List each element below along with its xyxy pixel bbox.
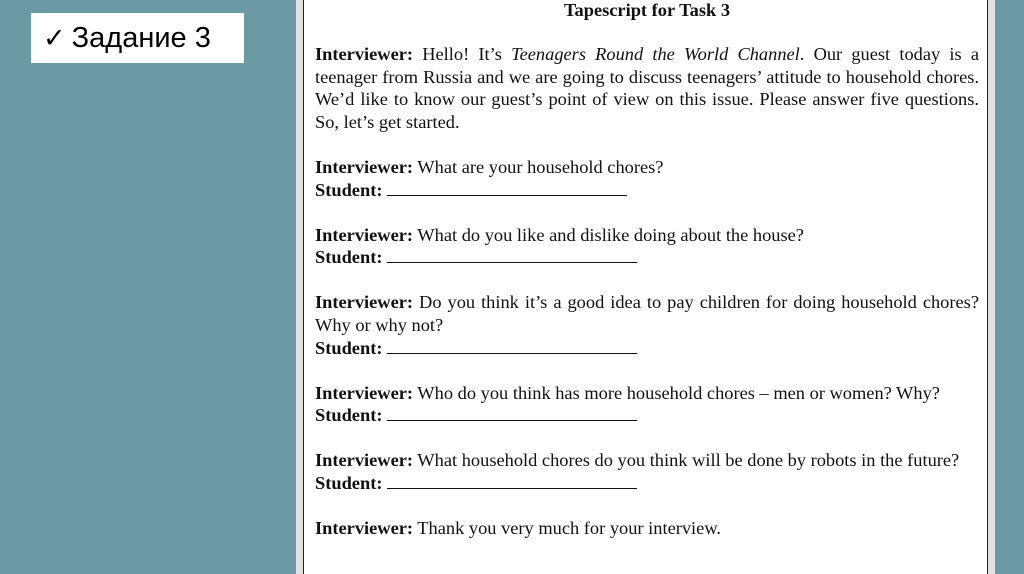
answer-blank (387, 179, 627, 196)
speaker-label: Interviewer: (315, 450, 414, 471)
right-divider (988, 0, 995, 574)
channel-name: Teenagers Round the World Channel (511, 43, 800, 64)
left-divider (296, 0, 303, 574)
speaker-label: Interviewer: (315, 156, 414, 177)
answer-blank (387, 472, 637, 489)
speaker-label: Interviewer: (315, 517, 414, 538)
answer-2 (315, 246, 979, 269)
student-label: Student: (315, 405, 383, 426)
speaker-label: Interviewer: (315, 43, 414, 64)
intro-paragraph: Interviewer: Hello! It’s Teenagers Round the World Channel. Our guest today is a teenager from Russia and we are going to discuss teenagers’ attitude to household chores. We’d like to know our guest’s point of view on this issue. Please answer five questions. So, let’s get started. (315, 43, 979, 133)
student-label: Student: (315, 472, 383, 493)
answer-4 (315, 404, 979, 427)
checkmark-icon: ✓ (43, 22, 66, 53)
tapescript-document (303, 0, 988, 574)
question-5: Interviewer: What household chores do you think will be done by robots in the future? (315, 450, 960, 471)
document-title: Tapescript for Task 3 (563, 0, 731, 20)
answer-blank (387, 246, 637, 263)
task-label-text: Задание 3 (71, 21, 211, 54)
question-4: Interviewer: Who do you think has more household chores – men or women? Why? (315, 382, 940, 403)
question-3: Interviewer: Do you think it’s a good idea to pay children for doing household chores? Why or why not? (315, 292, 979, 335)
answer-3 (315, 337, 979, 360)
task-label (31, 13, 244, 63)
answer-blank (387, 337, 637, 354)
question-1: Interviewer: What are your household chores? (315, 156, 664, 177)
answer-1 (315, 179, 979, 202)
student-label: Student: (315, 247, 383, 268)
answer-5 (315, 472, 979, 495)
closing-line: Interviewer: Thank you very much for your interview. (315, 517, 722, 538)
answer-blank (387, 404, 637, 421)
student-label: Student: (315, 337, 383, 358)
speaker-label: Interviewer: (315, 224, 414, 245)
student-label: Student: (315, 179, 383, 200)
speaker-label: Interviewer: (315, 382, 414, 403)
speaker-label: Interviewer: (315, 292, 414, 313)
question-2: Interviewer: What do you like and dislike doing about the house? (315, 224, 804, 245)
